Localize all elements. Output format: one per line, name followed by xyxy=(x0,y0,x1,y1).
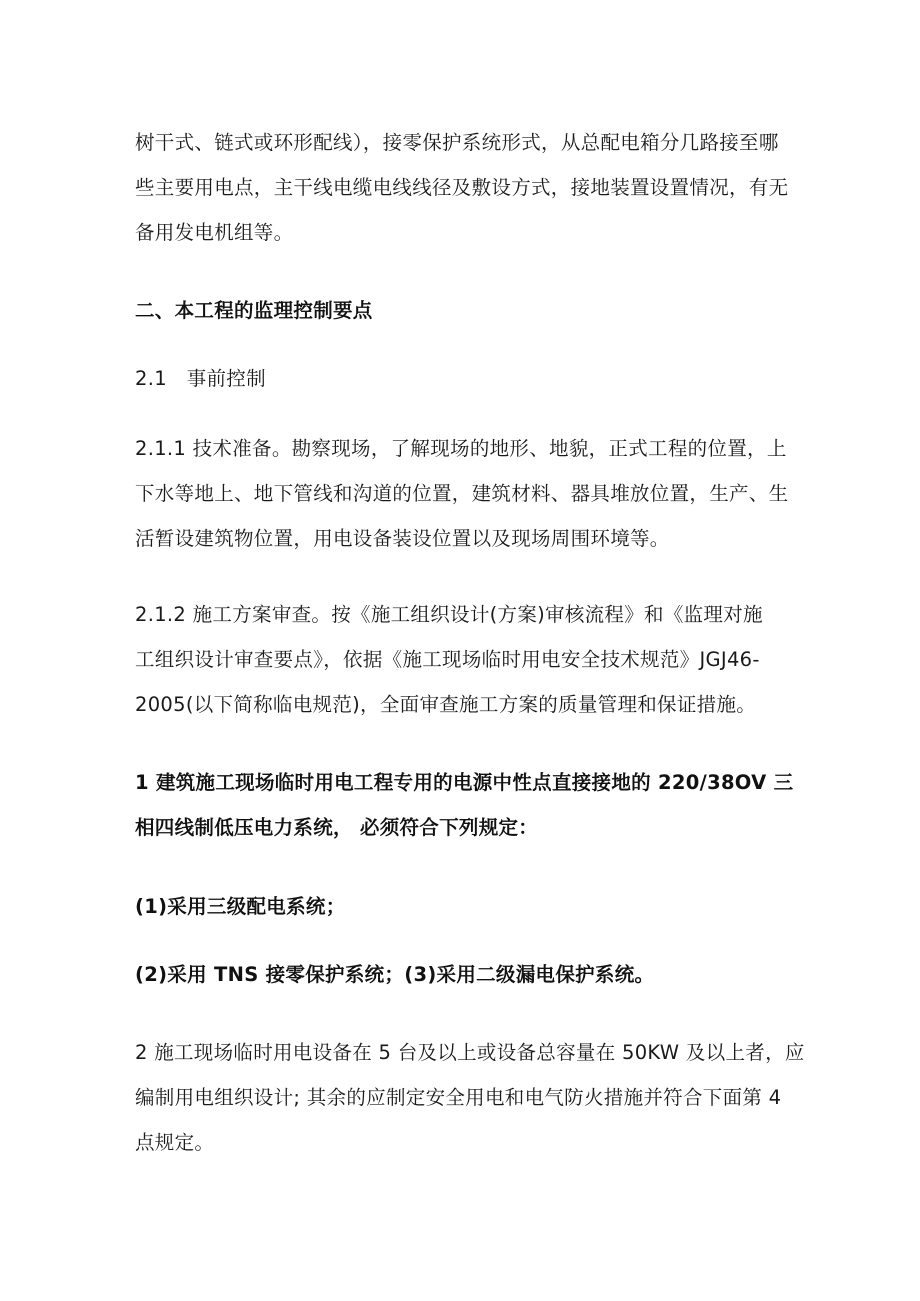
heading-text: 2.1 事前控制 xyxy=(135,367,266,390)
text-line: 编制用电组织设计; 其余的应制定安全用电和电气防火措施并符合下面第 4 xyxy=(135,1086,782,1109)
text-line: 2005(以下简称临电规范)，全面审查施工方案的质量管理和保证措施。 xyxy=(135,693,757,716)
bold-rule-item-1 xyxy=(135,884,795,929)
paragraph-plan-review xyxy=(135,592,795,727)
text-line: 2 施工现场临时用电设备在 5 台及以上或设备总容量在 50KW 及以上者，应 xyxy=(135,1041,805,1064)
text-line: 相四线制低压电力系统， 必须符合下列规定： xyxy=(135,816,539,839)
heading-text: 二、本工程的监理控制要点 xyxy=(135,299,373,322)
bold-rule-item-2-3 xyxy=(135,952,795,997)
text-line: 工组织设计审查要点》，依据《施工现场临时用电安全技术规范》JGJ46- xyxy=(135,648,760,671)
bold-rule-1 xyxy=(135,760,795,850)
text-line: (1)采用三级配电系统； xyxy=(135,895,346,918)
text-line: 些主要用电点，主干线电缆电线线径及敷设方式，接地装置设置情况，有无 xyxy=(135,176,789,199)
text-line: 活暂设建筑物位置，用电设备装设位置以及现场周围环境等。 xyxy=(135,527,670,550)
text-line: 1 建筑施工现场临时用电工程专用的电源中性点直接接地的 220/38OV 三 xyxy=(135,771,794,794)
text-line: 2.1.1 技术准备。勘察现场，了解现场的地形、地貌，正式工程的位置，上 xyxy=(135,437,787,460)
text-line: 点规定。 xyxy=(135,1131,215,1154)
paragraph-distribution-description xyxy=(135,120,795,255)
section-heading xyxy=(135,288,795,333)
text-line: 备用发电机组等。 xyxy=(135,221,294,244)
paragraph-technical-preparation xyxy=(135,426,795,561)
text-line: 树干式、链式或环形配线），接零保护系统形式，从总配电箱分几路接至哪 xyxy=(135,131,779,154)
text-line: 下水等地上、地下管线和沟道的位置，建筑材料、器具堆放位置，生产、生 xyxy=(135,482,789,505)
subsection-heading xyxy=(135,356,795,401)
text-line: 2.1.2 施工方案审查。按《施工组织设计(方案)审核流程》和《监理对施 xyxy=(135,603,763,626)
text-line: (2)采用 TNS 接零保护系统；(3)采用二级漏电保护系统。 xyxy=(135,963,655,986)
paragraph-power-design xyxy=(135,1030,805,1165)
